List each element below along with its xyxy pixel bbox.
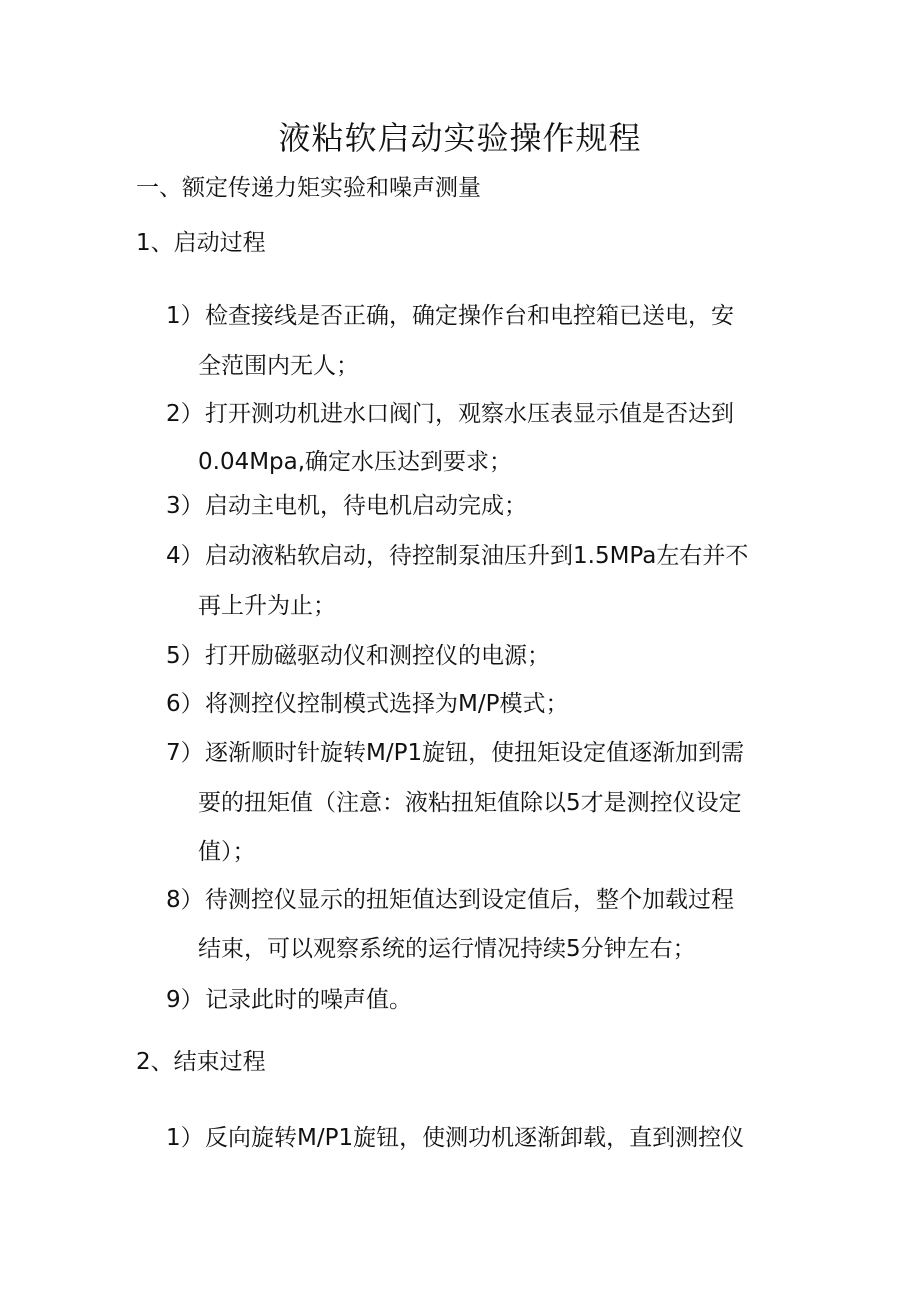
step-text: 记录此时的噪声值。 [205,987,412,1013]
step-text: 待测控仪显示的扭矩值达到设定值后，整个加载过程 [205,887,734,913]
step-number: 1） [166,1125,204,1151]
step-text: 全范围内无人； [198,353,359,379]
step-number: 7） [166,740,204,766]
step-text: 将测控仪控制模式选择为M/P模式； [205,691,569,717]
step-text: 值）； [198,839,256,865]
step-number: 6） [166,691,204,717]
step-number: 9） [166,987,204,1013]
subsection-heading-end: 2、结束过程 [136,1049,266,1075]
step-text: 逐渐顺时针旋转M/P1旋钮，使扭矩设定值逐渐加到需 [205,740,745,766]
document-title: 液粘软启动实验操作规程 [278,119,642,157]
step-text: 打开测功机进水口阀门，观察水压表显示值是否达到 [205,401,734,427]
step-number: 4） [166,543,204,569]
step-text: 再上升为止； [198,593,336,619]
step-text: 结束，可以观察系统的运行情况持续5分钟左右； [198,936,696,962]
step-text: 启动主电机，待电机启动完成； [205,493,527,519]
step-text: 启动液粘软启动，待控制泵油压升到1.5MPa左右并不 [205,543,749,569]
step-number: 5） [166,643,204,669]
section-heading: 一、额定传递力矩实验和噪声测量 [136,175,481,201]
step-number: 8） [166,887,204,913]
step-number: 3） [166,493,204,519]
step-number: 1） [166,303,204,329]
subsection-heading-start: 1、启动过程 [136,230,266,256]
step-text: 反向旋转M/P1旋钮，使测功机逐渐卸载，直到测控仪 [205,1125,745,1151]
step-text: 0.04Mpa,确定水压达到要求； [198,449,513,475]
step-text: 检查接线是否正确，确定操作台和电控箱已送电，安 [205,303,734,329]
step-number: 2） [166,401,204,427]
step-text: 打开励磁驱动仪和测控仪的电源； [205,643,550,669]
step-text: 要的扭矩值（注意：液粘扭矩值除以5才是测控仪设定 [198,790,742,816]
